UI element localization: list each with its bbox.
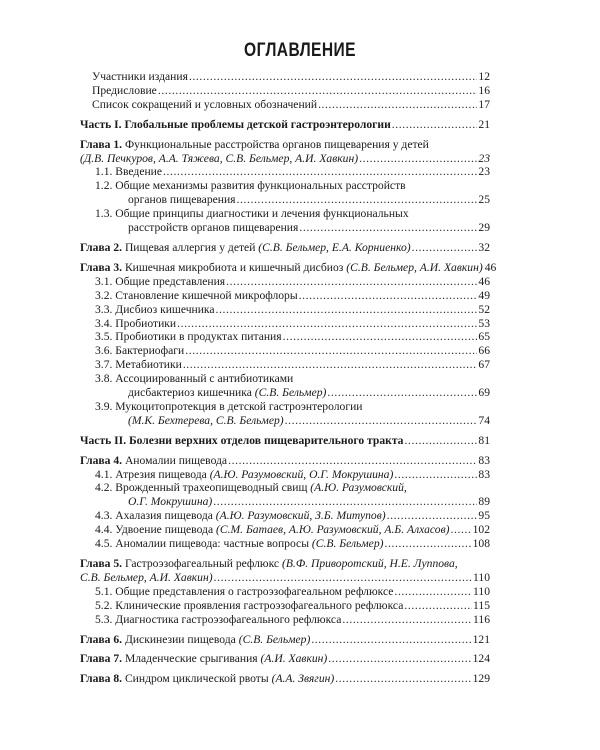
toc-entry[interactable]: 3.7. Метабиотики ..... 67 bbox=[80, 358, 490, 372]
toc-entry[interactable]: 3.8. Ассоциированный с антибиотиками дисбактериоз кишечника (С.В. Бельмер) ..... 69 bbox=[80, 372, 490, 400]
toc-entry[interactable]: 4.2. Врожденный трахеопищеводный свищ (А.Ю. Разумовский, О.Г. Мокрушина) ..... 89 bbox=[80, 481, 490, 509]
toc-entry[interactable]: 1.2. Общие механизмы развития функциональных расстройств органов пищеварения ..... 25 bbox=[80, 179, 490, 207]
toc-entry[interactable]: 3.2. Становление кишечной микрофлоры ..... 49 bbox=[80, 289, 490, 303]
toc-chapter-8[interactable]: Глава 8. Синдром циклической рвоты (А.А. Звягин) ..... 129 bbox=[80, 672, 490, 686]
toc-entry[interactable]: Предисловие ..... 16 bbox=[80, 84, 490, 98]
toc-part-2[interactable]: Часть II. Болезни верхних отделов пищеварительного тракта ..... 81 bbox=[80, 434, 490, 448]
toc-entry[interactable]: 3.6. Бактериофаги ..... 66 bbox=[80, 344, 490, 358]
toc-chapter-5[interactable]: Глава 5. Гастроэзофагеальный рефлюкс (В.Ф. Приворотский, Н.Е. Луппова, С.В. Бельмер, А.И. Хавкин) ..... 110 bbox=[80, 557, 490, 585]
toc-entry[interactable]: 1.1. Введение ..... 23 bbox=[80, 165, 490, 179]
toc-entry[interactable]: 4.3. Ахалазия пищевода (А.Ю. Разумовский, З.Б. Митупов) ..... 95 bbox=[80, 509, 490, 523]
toc-entry[interactable]: 3.3. Дисбиоз кишечника ..... 52 bbox=[80, 303, 490, 317]
toc-entry[interactable]: 5.1. Общие представления о гастроэзофагеальном рефлюксе ..... 110 bbox=[80, 585, 490, 599]
toc-entry[interactable]: 4.1. Атрезия пищевода (А.Ю. Разумовский, О.Г. Мокрушина) ..... 83 bbox=[80, 468, 490, 482]
toc-chapter-1[interactable]: Глава 1. Функциональные расстройства органов пищеварения у детей (Д.В. Печкуров, А.А. Тяжева, С.В. Бельмер, А.И. Хавкин) ..... 23 bbox=[80, 138, 490, 166]
toc-entry[interactable]: 3.9. Мукоцитопротекция в детской гастроэнтерологии (М.К. Бехтерева, С.В. Бельмер) ..... 74 bbox=[80, 400, 490, 428]
toc-chapter-4[interactable]: Глава 4. Аномалии пищевода ..... 83 bbox=[80, 454, 490, 468]
toc-chapter-3[interactable]: Глава 3. Кишечная микробиота и кишечный дисбиоз (С.В. Бельмер, А.И. Хавкин) 46 bbox=[80, 260, 497, 274]
toc-part-1[interactable]: Часть I. Глобальные проблемы детской гастроэнтерологии ..... 21 bbox=[80, 118, 490, 132]
toc-chapter-2[interactable]: Глава 2. Пищевая аллергия у детей (С.В. Бельмер, Е.А. Корниенко) ..... 32 bbox=[80, 241, 490, 255]
toc-entry[interactable]: 4.5. Аномалии пищевода: частные вопросы (С.В. Бельмер) ..... 108 bbox=[80, 537, 490, 551]
toc-entry[interactable]: Список сокращений и условных обозначений ..... 17 bbox=[80, 98, 490, 112]
page-title: ОГЛАВЛЕНИЕ bbox=[244, 40, 356, 61]
toc-entry[interactable]: 3.4. Пробиотики ..... 53 bbox=[80, 317, 490, 331]
toc-entry[interactable]: 5.3. Диагностика гастроэзофагеального рефлюкса ..... 116 bbox=[80, 613, 490, 627]
toc-chapter-6[interactable]: Глава 6. Дискинезии пищевода (С.В. Бельмер) ..... 121 bbox=[80, 633, 490, 647]
toc-entry[interactable]: 5.2. Клинические проявления гастроэзофагеального рефлюкса ..... 115 bbox=[80, 599, 490, 613]
toc-chapter-7[interactable]: Глава 7. Младенческие срыгивания (А.И. Хавкин) ..... 124 bbox=[80, 652, 490, 666]
toc-entry[interactable]: 1.3. Общие принципы диагностики и лечения функциональных расстройств органов пищеварения ..... 29 bbox=[80, 207, 490, 235]
toc-entry[interactable]: 4.4. Удвоение пищевода (С.М. Батаев, А.Ю. Разумовский, А.Б. Алхасов) ..... 102 bbox=[80, 523, 490, 537]
toc-entry[interactable]: Участники издания ..... 12 bbox=[80, 70, 490, 84]
toc-entry[interactable]: 3.1. Общие представления ..... 46 bbox=[80, 275, 490, 289]
toc-entry[interactable]: 3.5. Пробиотики в продуктах питания ..... 65 bbox=[80, 330, 490, 344]
table-of-contents bbox=[80, 70, 497, 686]
